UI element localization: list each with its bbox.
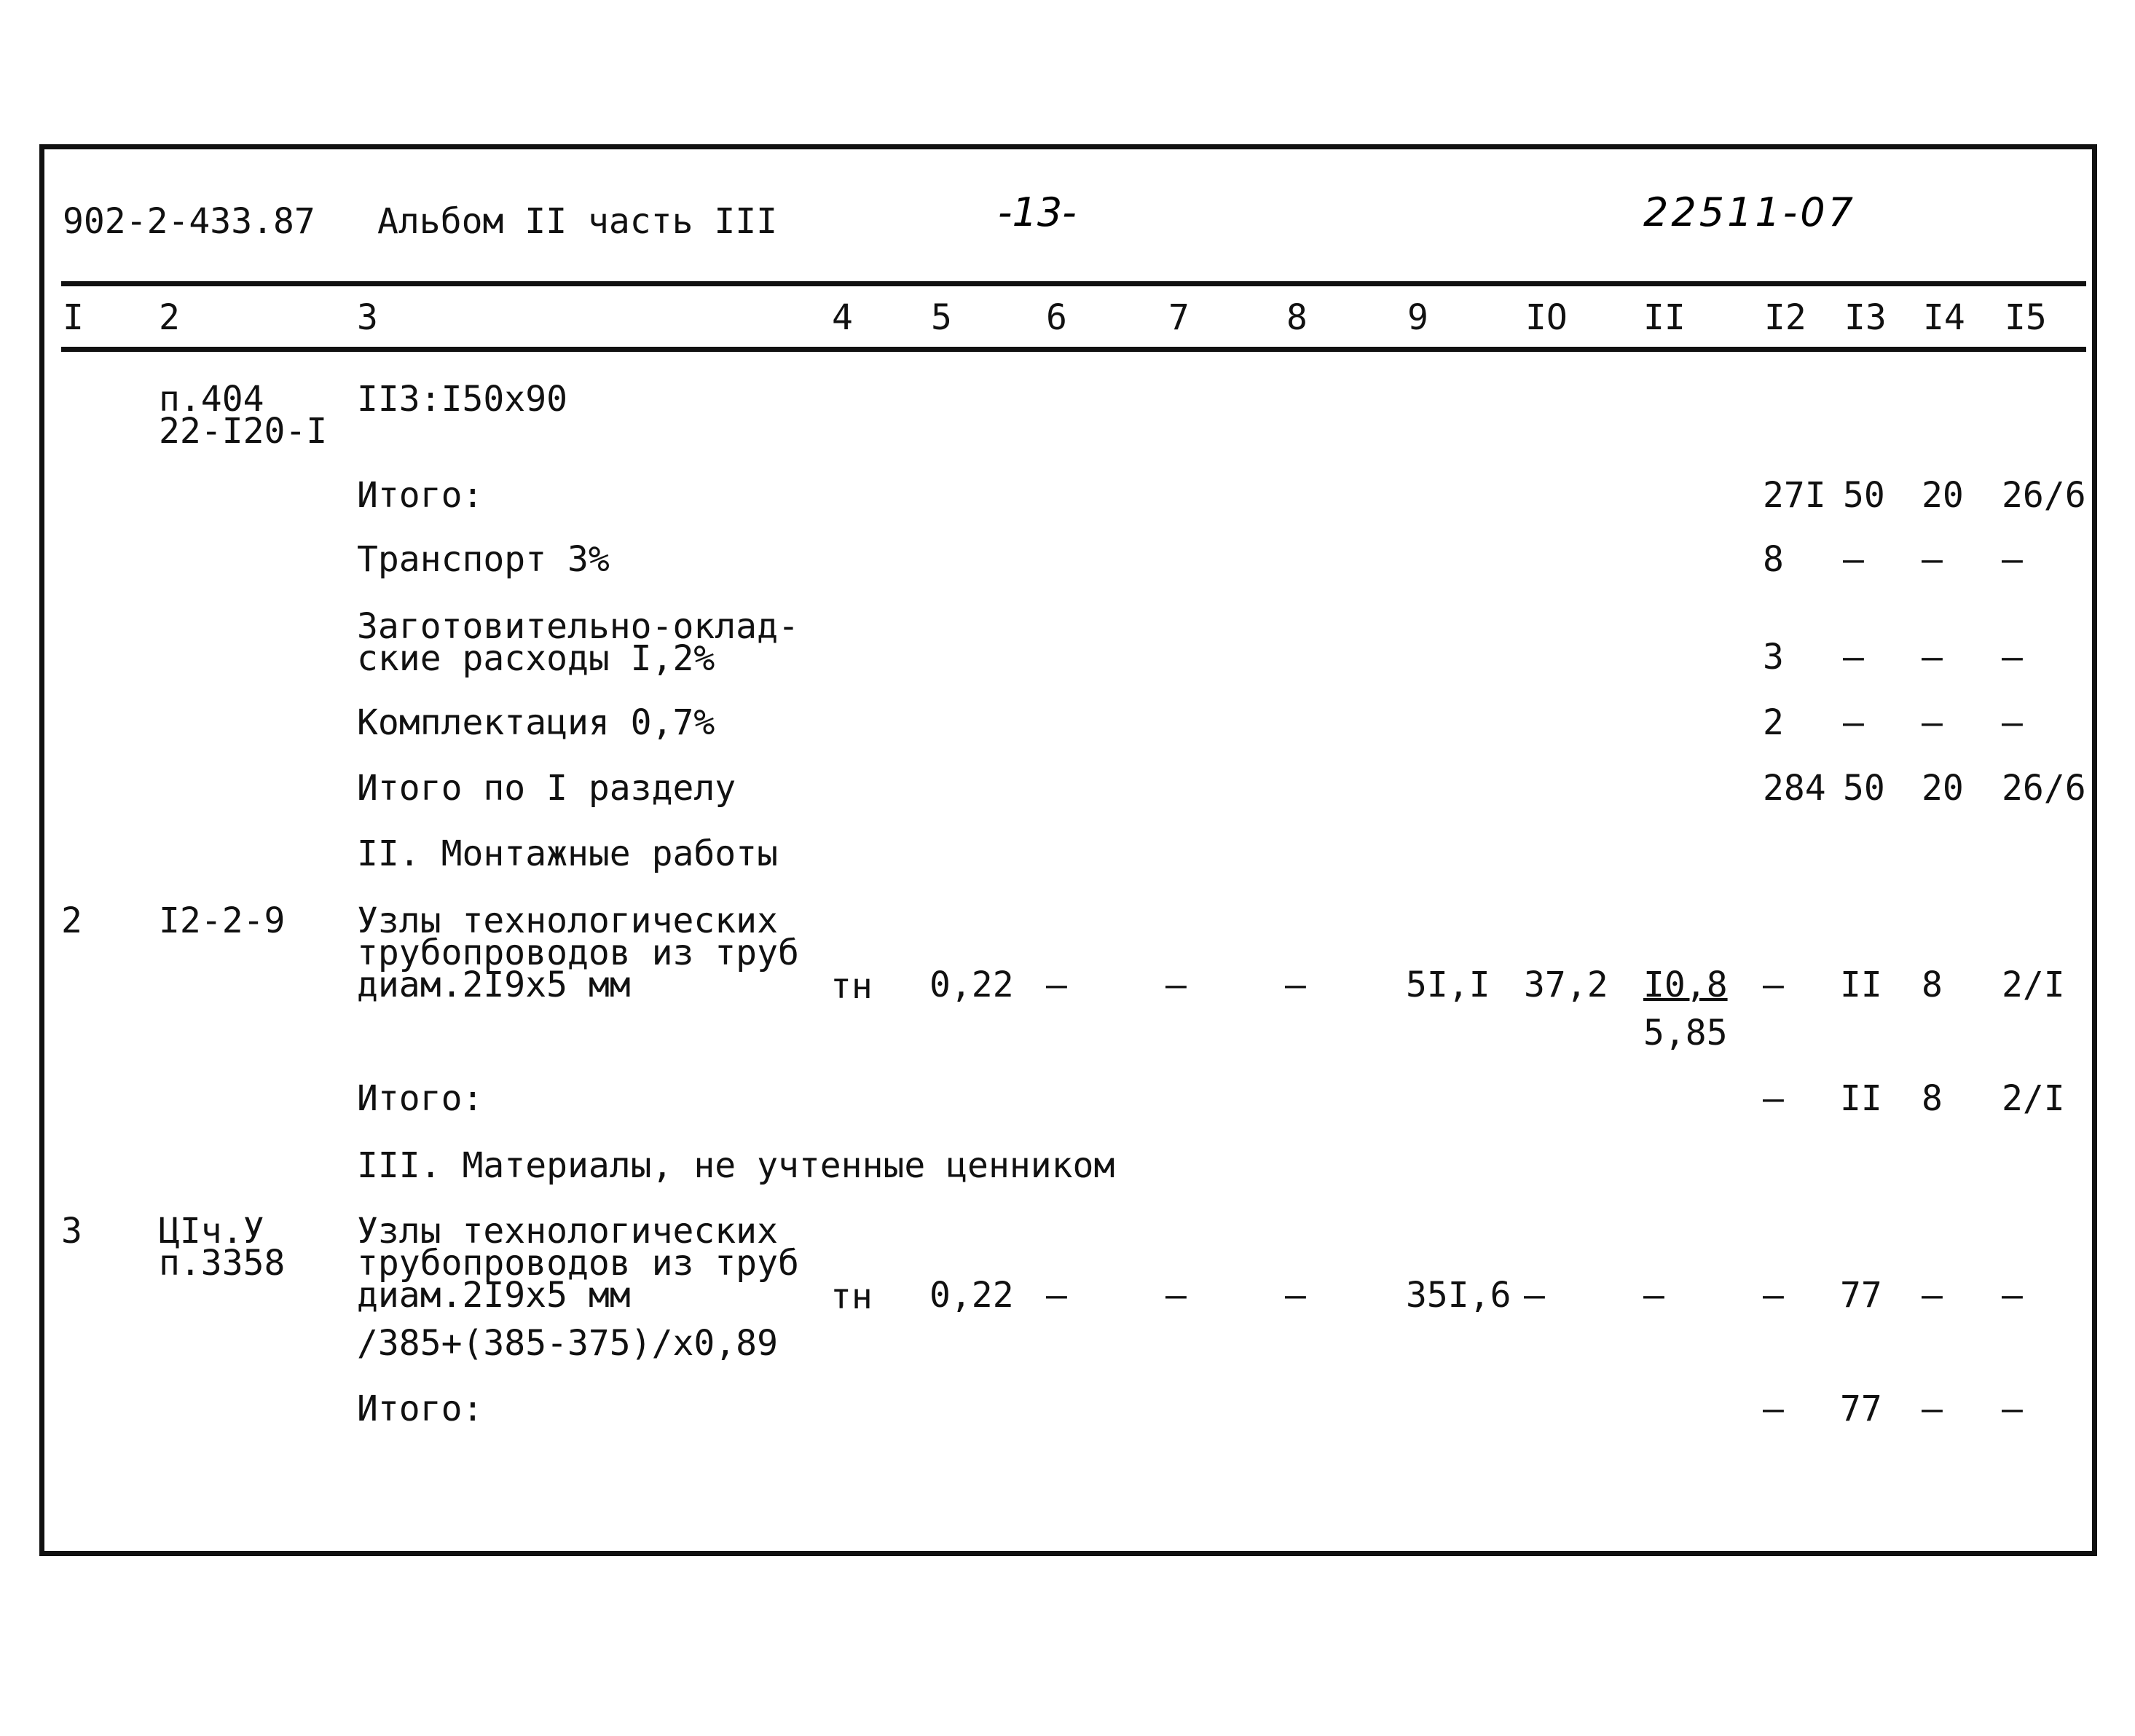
row5-c13: – xyxy=(1843,702,1864,743)
album-label: Альбом II часть III xyxy=(377,201,778,242)
row8-c15: 2/I xyxy=(2002,965,2065,1005)
row8-c13: II xyxy=(1840,965,1882,1005)
row8-ref: I2-2-9 xyxy=(159,900,286,941)
col-header-6: 6 xyxy=(1046,297,1067,338)
handwritten-code: 22511-07 xyxy=(1643,189,1856,235)
page-frame xyxy=(39,144,2097,1556)
row11-c9: 35I,6 xyxy=(1406,1275,1511,1316)
row5-c12: 2 xyxy=(1763,702,1784,743)
row11-qty: 0,22 xyxy=(929,1275,1014,1316)
row6-desc: Итого по I разделу xyxy=(357,768,736,809)
row2-c12: 27I xyxy=(1763,475,1826,516)
row8-c10: 37,2 xyxy=(1524,965,1608,1005)
row5-desc: Комплектация 0,7% xyxy=(357,702,715,743)
row4-c13: – xyxy=(1843,637,1864,677)
row11-c14: – xyxy=(1922,1275,1943,1316)
row9-c13: II xyxy=(1840,1078,1882,1119)
row4-c14: – xyxy=(1922,637,1943,677)
row12-c14: – xyxy=(1922,1389,1943,1429)
section-3-title: III. Материалы, не учтенные ценником xyxy=(357,1145,1115,1186)
section-2-title: II. Монтажные работы xyxy=(357,833,778,874)
col-header-9: 9 xyxy=(1407,297,1428,338)
row8-desc-c: диам.2I9x5 мм xyxy=(357,965,631,1005)
row8-desc-b: трубопроводов из труб xyxy=(357,932,799,973)
page-number: -13- xyxy=(998,189,1077,235)
row11-ref-b: п.3358 xyxy=(159,1243,286,1284)
col-header-1: I xyxy=(63,297,84,338)
row8-unit: тн xyxy=(830,966,873,1007)
col-header-10: IO xyxy=(1525,297,1568,338)
row12-desc: Итого: xyxy=(357,1389,484,1429)
row8-c9: 5I,I xyxy=(1406,965,1490,1005)
row3-c14: – xyxy=(1922,539,1943,580)
row11-desc-c: диам.2I9x5 мм xyxy=(357,1275,631,1316)
doc-code: 902-2-433.87 xyxy=(63,201,315,242)
row3-c12: 8 xyxy=(1763,539,1784,580)
row11-num: 3 xyxy=(61,1211,82,1252)
row1-ref-a: п.404 xyxy=(159,379,264,420)
col-header-4: 4 xyxy=(832,297,853,338)
row11-desc-d: /385+(385-375)/x0,89 xyxy=(357,1323,778,1364)
header-rule-bottom xyxy=(61,347,2086,352)
row8-c6: – xyxy=(1046,965,1067,1005)
row9-c14: 8 xyxy=(1922,1078,1943,1119)
row8-c12: – xyxy=(1763,965,1784,1005)
row8-c8: – xyxy=(1285,965,1306,1005)
row12-c13: 77 xyxy=(1840,1389,1882,1429)
row11-c6: – xyxy=(1046,1275,1067,1316)
row11-desc-b: трубопроводов из труб xyxy=(357,1243,799,1284)
row11-c13: 77 xyxy=(1840,1275,1882,1316)
row11-ref-a: ЦIч.У xyxy=(159,1211,264,1252)
row11-c10: – xyxy=(1524,1275,1545,1316)
row2-desc: Итого: xyxy=(357,475,484,516)
row6-c13: 50 xyxy=(1843,768,1885,809)
row6-c15: 26/6 xyxy=(2002,768,2086,809)
row3-c15: – xyxy=(2002,539,2023,580)
row8-qty: 0,22 xyxy=(929,965,1014,1005)
row8-num: 2 xyxy=(61,900,82,941)
row9-c12: – xyxy=(1763,1078,1784,1119)
row9-desc: Итого: xyxy=(357,1078,484,1119)
row1-desc: II3:I50x90 xyxy=(357,379,567,420)
row2-c15: 26/6 xyxy=(2002,475,2086,516)
row5-c14: – xyxy=(1922,702,1943,743)
col-header-14: I4 xyxy=(1923,297,1965,338)
row6-c14: 20 xyxy=(1922,768,1964,809)
row5-c15: – xyxy=(2002,702,2023,743)
row11-c7: – xyxy=(1165,1275,1187,1316)
row8-c11-top: I0,8 xyxy=(1643,965,1728,1005)
col-header-13: I3 xyxy=(1844,297,1887,338)
row8-desc-a: Узлы технологических xyxy=(357,900,778,941)
row11-c15: – xyxy=(2002,1275,2023,1316)
col-header-12: I2 xyxy=(1764,297,1806,338)
row4-desc-a: Заготовительно-оклад- xyxy=(357,606,799,647)
col-header-15: I5 xyxy=(2005,297,2047,338)
col-header-2: 2 xyxy=(159,297,180,338)
col-header-11: II xyxy=(1643,297,1686,338)
row12-c15: – xyxy=(2002,1389,2023,1429)
row4-c15: – xyxy=(2002,637,2023,677)
row1-ref-b: 22-I20-I xyxy=(159,411,328,452)
row11-desc-a: Узлы технологических xyxy=(357,1211,778,1252)
row8-c11-bottom: 5,85 xyxy=(1643,1013,1728,1053)
header-rule-top xyxy=(61,281,2086,286)
row12-c12: – xyxy=(1763,1389,1784,1429)
row9-c15: 2/I xyxy=(2002,1078,2065,1119)
col-header-8: 8 xyxy=(1286,297,1308,338)
row3-desc: Транспорт 3% xyxy=(357,539,610,580)
row4-desc-b: ские расходы I,2% xyxy=(357,638,715,679)
row11-c11: – xyxy=(1643,1275,1664,1316)
col-header-7: 7 xyxy=(1168,297,1190,338)
col-header-5: 5 xyxy=(931,297,952,338)
row2-c14: 20 xyxy=(1922,475,1964,516)
row4-c12: 3 xyxy=(1763,637,1784,677)
col-header-3: 3 xyxy=(357,297,378,338)
row8-c14: 8 xyxy=(1922,965,1943,1005)
row11-c12: – xyxy=(1763,1275,1784,1316)
row11-c8: – xyxy=(1285,1275,1306,1316)
row6-c12: 284 xyxy=(1763,768,1826,809)
row2-c13: 50 xyxy=(1843,475,1885,516)
row3-c13: – xyxy=(1843,539,1864,580)
row11-unit: тн xyxy=(830,1276,873,1317)
row8-c7: – xyxy=(1165,965,1187,1005)
